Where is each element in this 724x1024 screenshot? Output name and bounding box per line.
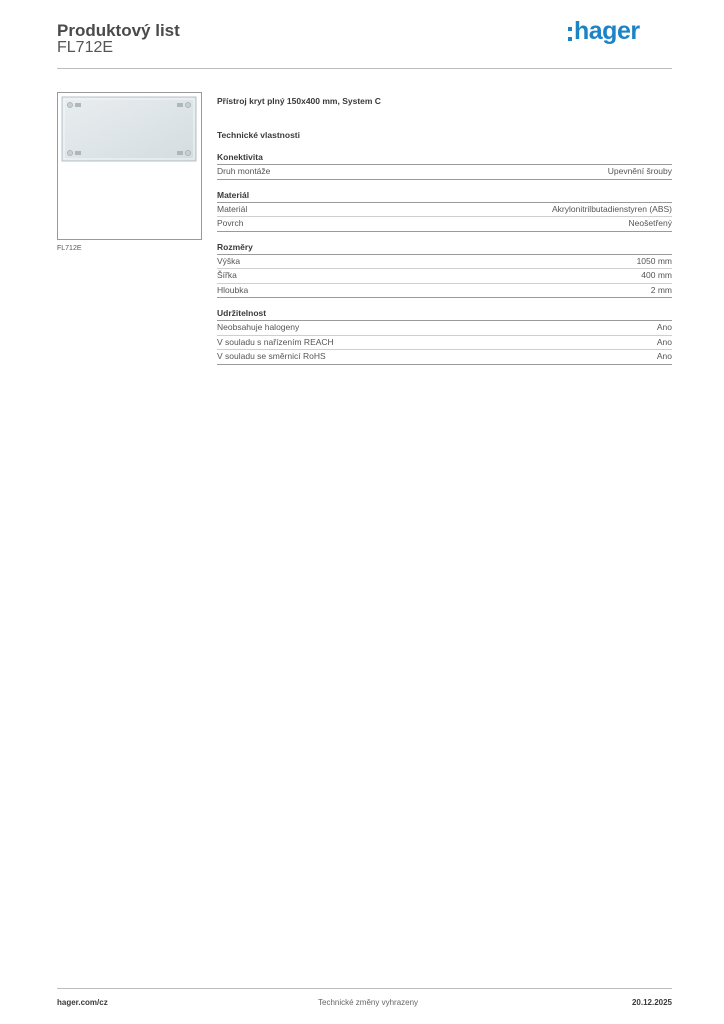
property-label: Hloubka — [217, 284, 249, 295]
property-label: Výška — [217, 255, 241, 266]
property-row — [217, 165, 672, 180]
group-dimensions — [217, 242, 672, 299]
product-image-caption: FL712E — [57, 245, 82, 252]
property-value: Ano — [656, 351, 672, 361]
document-title: Produktový list — [57, 21, 180, 40]
product-image — [61, 96, 197, 162]
property-row — [217, 217, 672, 232]
property-value: 400 mm — [641, 270, 672, 280]
property-value: 1050 mm — [636, 255, 672, 266]
group-material — [217, 190, 672, 232]
group-title: Konektivita — [217, 152, 672, 165]
hager-logo — [568, 16, 640, 46]
technical-properties-heading: Technické vlastnosti — [217, 130, 300, 140]
property-label: Neobsahuje halogeny — [217, 322, 300, 332]
header-divider — [57, 68, 672, 69]
property-value: Upevnění šrouby — [607, 166, 672, 176]
footer-website-link[interactable]: hager.com/cz — [57, 998, 108, 1007]
logo-text: hager — [574, 16, 640, 45]
product-name: Přístroj kryt plný 150x400 mm, System C — [217, 96, 381, 106]
group-title: Rozměry — [217, 242, 672, 255]
footer-notice: Technické změny vyhrazeny — [318, 998, 419, 1007]
group-title: Udržitelnost — [217, 308, 672, 321]
property-label: Šířka — [217, 270, 237, 280]
property-row — [217, 284, 672, 299]
group-title: Materiál — [217, 190, 672, 203]
property-label: Materiál — [217, 203, 248, 214]
product-details — [217, 96, 672, 365]
property-row — [217, 336, 672, 351]
property-value: Ano — [656, 322, 672, 332]
logo-dots — [568, 27, 572, 41]
group-sustainability — [217, 308, 672, 365]
property-label: V souladu se směrnicí RoHS — [217, 351, 326, 361]
property-row — [217, 350, 672, 365]
property-row — [217, 321, 672, 336]
property-value: Ano — [656, 336, 672, 347]
property-value: 2 mm — [650, 284, 672, 295]
product-code: FL712E — [57, 39, 114, 56]
property-row — [217, 269, 672, 284]
footer-divider — [57, 988, 672, 989]
property-row — [217, 255, 672, 270]
property-label: Povrch — [217, 218, 244, 228]
group-connectivity — [217, 152, 672, 180]
property-label: V souladu s nařízením REACH — [217, 336, 334, 347]
property-value: Neošetřený — [628, 218, 672, 228]
property-value: Akrylonitrilbutadienstyren (ABS) — [552, 203, 672, 214]
footer-date: 20.12.2025 — [631, 998, 672, 1007]
property-label: Druh montáže — [217, 166, 271, 176]
property-row — [217, 203, 672, 218]
